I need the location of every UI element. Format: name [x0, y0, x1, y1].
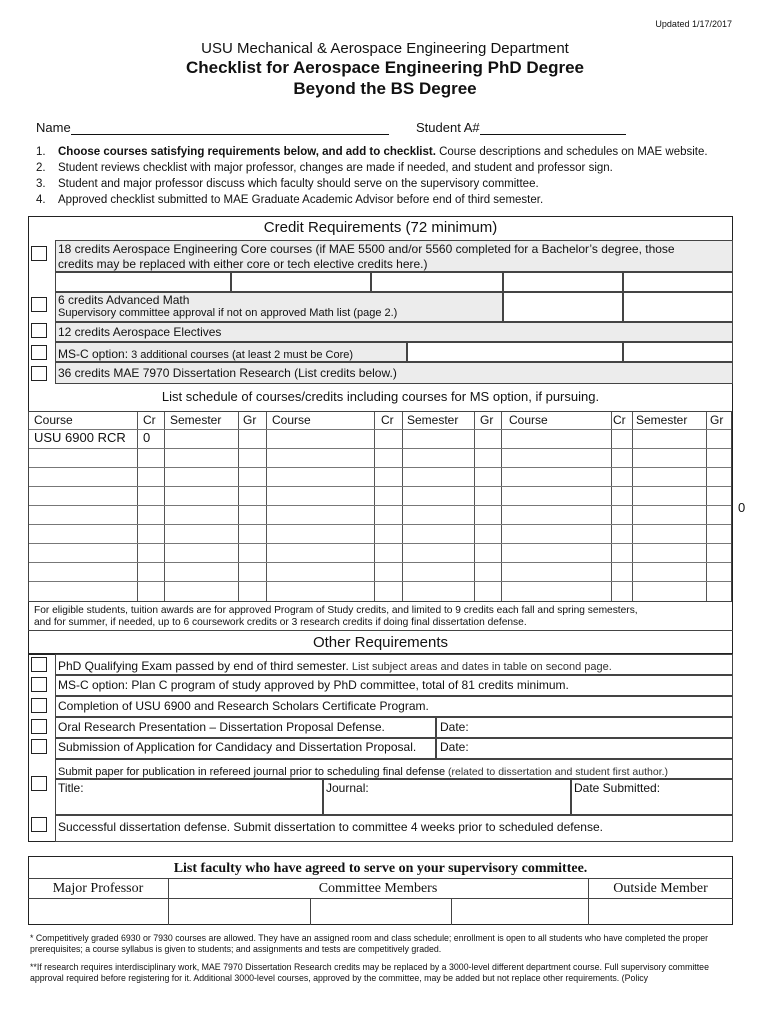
student-id-input[interactable]	[480, 122, 626, 135]
qual-text: PhD Qualifying Exam passed by end of third semester. List subject areas and dates in table on second page.	[58, 659, 612, 673]
paper-text: Submit paper for publication in refereed journal prior to scheduling final defense (related to dissertation and student first author.)	[58, 766, 669, 778]
outside-member-input[interactable]	[588, 898, 733, 925]
footnote-competitive: * Competitively graded 6930 or 7930 courses are allowed. They have an assigned room and class schedule; enrollment is open to all students who have completed the proper prerequisites; a course syllabus is given to students; and assignments and tests are competitively graded.	[30, 933, 709, 954]
defense-checkbox[interactable]	[31, 817, 47, 832]
col-header-gr: Gr	[710, 413, 724, 427]
paper-checkbox[interactable]	[31, 776, 47, 791]
core-course-cell[interactable]	[623, 272, 733, 292]
date-submitted-label: Date Submitted:	[574, 781, 661, 795]
oral-checkbox[interactable]	[31, 719, 47, 734]
col-header-semester: Semester	[636, 413, 688, 427]
core-text: 18 credits Aerospace Engineering Core courses (if MAE 5500 and/or 5560 completed for a Bachelor’s degree, those	[58, 242, 675, 256]
name-input[interactable]	[71, 122, 389, 135]
updated-date: Updated 1/17/2017	[655, 19, 732, 29]
committee-member-input[interactable]	[451, 898, 588, 925]
math-checkbox[interactable]	[31, 297, 47, 312]
tuition-note: For eligible students, tuition awards are for approved Program of Study credits, and limited to 9 credits each fall and spring semesters, and for summer, if needed, up to 6 coursework credits or 3 research credits if doing final dissertation defense.	[34, 605, 638, 628]
faculty-title: List faculty who have agreed to serve on your supervisory committee.	[173, 861, 588, 876]
paper-title-label: Title:	[58, 781, 84, 795]
footnote-interdisciplinary: **If research requires interdisciplinary work, MAE 7970 Dissertation Research credits may be replaced by a 3000-level different department course. Full supervisory committee approval required before registering for it. Additional 3000-level courses, approved by the committee, may be added but not replace other requirements. (Policy	[30, 962, 709, 983]
name-label: Name	[36, 120, 71, 135]
dissertation-text: 36 credits MAE 7970 Dissertation Research (List credits below.)	[58, 366, 397, 380]
step-item: 4. Approved checklist submitted to MAE Graduate Academic Advisor before end of third semester.	[36, 194, 544, 206]
math-course-cell[interactable]	[503, 292, 623, 322]
electives-text: 12 credits Aerospace Electives	[58, 325, 222, 339]
oral-date-label: Date:	[440, 720, 469, 734]
planc-checkbox[interactable]	[31, 677, 47, 692]
core-text-2: credits may be replaced with either core or tech elective credits here.)	[58, 257, 428, 271]
oral-date-field[interactable]	[436, 717, 733, 738]
department-name: USU Mechanical & Aerospace Engineering Department	[201, 40, 569, 57]
major-professor-header: Major Professor	[52, 881, 144, 896]
core-course-cell[interactable]	[55, 272, 231, 292]
msc-checkbox[interactable]	[31, 345, 47, 360]
name-field	[36, 120, 389, 135]
course-cell[interactable]: USU 6900 RCR	[34, 430, 126, 445]
col-header-cr: Cr	[143, 413, 156, 427]
major-professor-input[interactable]	[28, 898, 168, 925]
candidacy-text: Submission of Application for Candidacy and Dissertation Proposal.	[58, 740, 417, 754]
step-item: 1. Choose courses satisfying requirements below, and add to checklist. Course descriptions and schedules on MAE website.	[36, 146, 708, 158]
col-header-cr: Cr	[381, 413, 394, 427]
qual-checkbox[interactable]	[31, 657, 47, 672]
core-course-cell[interactable]	[371, 272, 503, 292]
col-header-gr: Gr	[243, 413, 257, 427]
col-header-course: Course	[34, 413, 73, 427]
core-course-cell[interactable]	[503, 272, 623, 292]
committee-member-input[interactable]	[168, 898, 310, 925]
msc-text: MS-C option: 3 additional courses (at least 2 must be Core)	[58, 347, 354, 361]
dissertation-checkbox[interactable]	[31, 366, 47, 381]
defense-text: Successful dissertation defense. Submit dissertation to committee 4 weeks prior to scheduled defense.	[58, 820, 603, 834]
planc-text: MS-C option: Plan C program of study approved by PhD committee, total of 81 credits minimum.	[58, 678, 569, 692]
core-checkbox[interactable]	[31, 246, 47, 261]
msc-course-cell[interactable]	[623, 342, 733, 362]
math-course-cell[interactable]	[623, 292, 733, 322]
col-header-gr: Gr	[480, 413, 494, 427]
student-id-field	[416, 120, 626, 135]
committee-member-input[interactable]	[310, 898, 451, 925]
electives-checkbox[interactable]	[31, 323, 47, 338]
math-title: 6 credits Advanced Math	[58, 293, 190, 307]
step-item: 3. Student and major professor discuss which faculty should serve on the supervisory committee.	[36, 178, 539, 190]
col-header-semester: Semester	[407, 413, 459, 427]
journal-label: Journal:	[326, 781, 369, 795]
page-title: Checklist for Aerospace Engineering PhD Degree	[185, 58, 585, 77]
col-header-cr: Cr	[613, 413, 626, 427]
col-header-course: Course	[509, 413, 548, 427]
paper-title-field[interactable]	[55, 779, 323, 815]
total-credits: 0	[738, 500, 746, 515]
usu6900-text: Completion of USU 6900 and Research Scholars Certificate Program.	[58, 699, 429, 713]
candidacy-date-field[interactable]	[436, 738, 733, 759]
candidacy-date-label: Date:	[440, 740, 469, 754]
credit-cell[interactable]: 0	[143, 430, 151, 445]
core-course-cell[interactable]	[231, 272, 371, 292]
col-header-course: Course	[272, 413, 311, 427]
page-subtitle: Beyond the BS Degree	[293, 79, 477, 98]
math-note: Supervisory committee approval if not on approved Math list (page 2.)	[58, 307, 398, 319]
instructions-list	[36, 144, 708, 208]
col-header-semester: Semester	[170, 413, 222, 427]
usu6900-checkbox[interactable]	[31, 698, 47, 713]
credit-title: Credit Requirements (72 minimum)	[263, 219, 498, 236]
committee-members-header: Committee Members	[318, 881, 438, 896]
course-schedule-table	[28, 411, 732, 602]
oral-text: Oral Research Presentation – Dissertation Proposal Defense.	[58, 720, 385, 734]
outside-member-header: Outside Member	[613, 881, 708, 896]
candidacy-checkbox[interactable]	[31, 739, 47, 754]
schedule-title: List schedule of courses/credits including courses for MS option, if pursuing.	[161, 389, 600, 404]
student-id-label: Student A#	[416, 120, 480, 135]
other-title: Other Requirements	[312, 634, 449, 651]
step-item: 2. Student reviews checklist with major professor, changes are made if needed, and student and professor sign.	[36, 162, 613, 174]
msc-course-cell[interactable]	[407, 342, 623, 362]
